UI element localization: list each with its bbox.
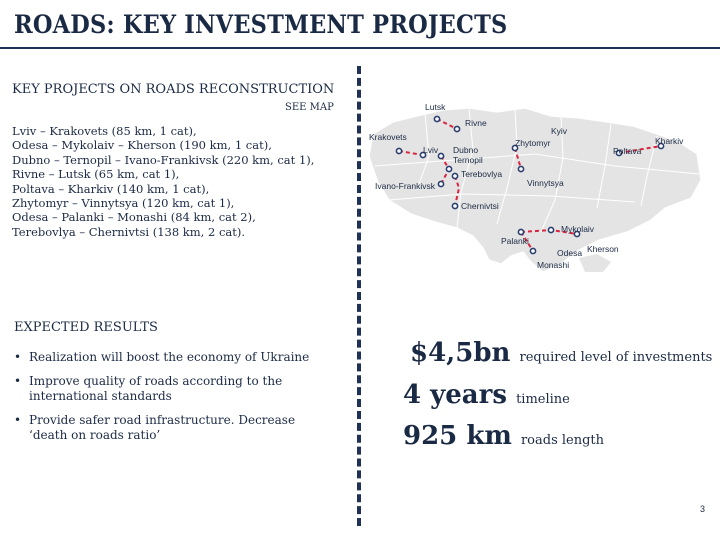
result-text: Realization will boost the economy of Ukraine — [29, 350, 310, 364]
map-label-lviv: Lviv — [423, 145, 439, 155]
map-label-kyiv: Kyiv — [551, 126, 568, 136]
metric-label: timeline — [516, 392, 570, 407]
projects-list — [12, 124, 314, 239]
page-number: 3 — [700, 504, 706, 514]
project-item: Rivne – Lutsk (65 km, cat 1), — [12, 167, 180, 182]
result-text: Provide safer road infrastructure. Decrease ‘death on roads ratio’ — [29, 413, 296, 442]
metric-value: 4 years — [403, 380, 507, 410]
result-item — [12, 413, 332, 443]
project-item: Poltava – Kharkiv (140 km, 1 cat), — [12, 181, 210, 196]
bullet-marker: • — [14, 413, 22, 427]
project-item: Zhytomyr – Vinnytsya (120 km, cat 1), — [12, 196, 235, 211]
map-label-chernivtsi: Chernivtsi — [461, 201, 499, 211]
bullet-marker: • — [14, 350, 22, 364]
results-list — [12, 350, 332, 452]
results-heading: EXPECTED RESULTS — [14, 320, 158, 335]
map-label-mykolaiv: Mykolaiv — [561, 224, 595, 234]
bullet-marker: • — [14, 374, 22, 388]
title-underline — [0, 47, 720, 49]
metric-investment — [410, 338, 712, 368]
map-label-lutsk: Lutsk — [425, 102, 446, 112]
map-label-kherson: Kherson — [587, 244, 619, 254]
map-label-vinnytsya: Vinnytsya — [527, 178, 564, 188]
map-label-ivano-frankivsk: Ivano-Frankivsk — [375, 181, 435, 191]
map-label-rivne: Rivne — [465, 118, 487, 128]
projects-heading: KEY PROJECTS ON ROADS RECONSTRUCTION — [12, 82, 335, 97]
metric-value: $4,5bn — [410, 338, 511, 368]
metric-label: required level of investments — [519, 350, 713, 365]
map-label-odesa: Odesa — [557, 248, 583, 258]
metric-value: 925 km — [403, 421, 512, 451]
map-label-krakovets: Krakovets — [369, 132, 407, 142]
result-text: Improve quality of roads according to the international standards — [29, 374, 283, 403]
metric-timeline — [403, 380, 570, 410]
project-item: Dubno – Ternopil – Ivano-Frankivsk (220 km, cat 1), — [12, 152, 315, 167]
project-item: Lviv – Krakovets (85 km, 1 cat), — [12, 124, 197, 138]
map-label-palanki: Palanki — [501, 236, 529, 246]
map-label-monashi: Monashi — [537, 260, 570, 270]
ukraine-roads-map — [365, 96, 705, 276]
vertical-divider — [357, 66, 361, 526]
result-item — [12, 374, 332, 404]
map-label-kharkiv: Kharkiv — [655, 136, 684, 146]
map-label-zhytomyr: Zhytomyr — [515, 138, 551, 148]
see-map-link[interactable]: SEE MAP — [285, 102, 334, 113]
map-label-poltava: Poltava — [613, 146, 642, 156]
crimea — [579, 254, 611, 272]
map-label-dubno: Dubno — [453, 145, 479, 155]
project-item: Odesa – Palanki – Monashi (84 km, cat 2), — [12, 210, 256, 225]
map-label-terebovlya: Terebovlya — [461, 169, 503, 179]
map-label-ternopil: Ternopil — [453, 155, 483, 165]
project-item: Terebovlya – Chernivtsi (138 km, 2 cat). — [12, 224, 246, 239]
project-item: Odesa – Mykolaiv – Kherson (190 km, 1 cat), — [12, 138, 272, 153]
result-item — [12, 350, 332, 365]
page-title: ROADS: KEY INVESTMENT PROJECTS — [14, 10, 508, 39]
metric-length — [403, 421, 604, 451]
metric-label: roads length — [520, 433, 605, 448]
